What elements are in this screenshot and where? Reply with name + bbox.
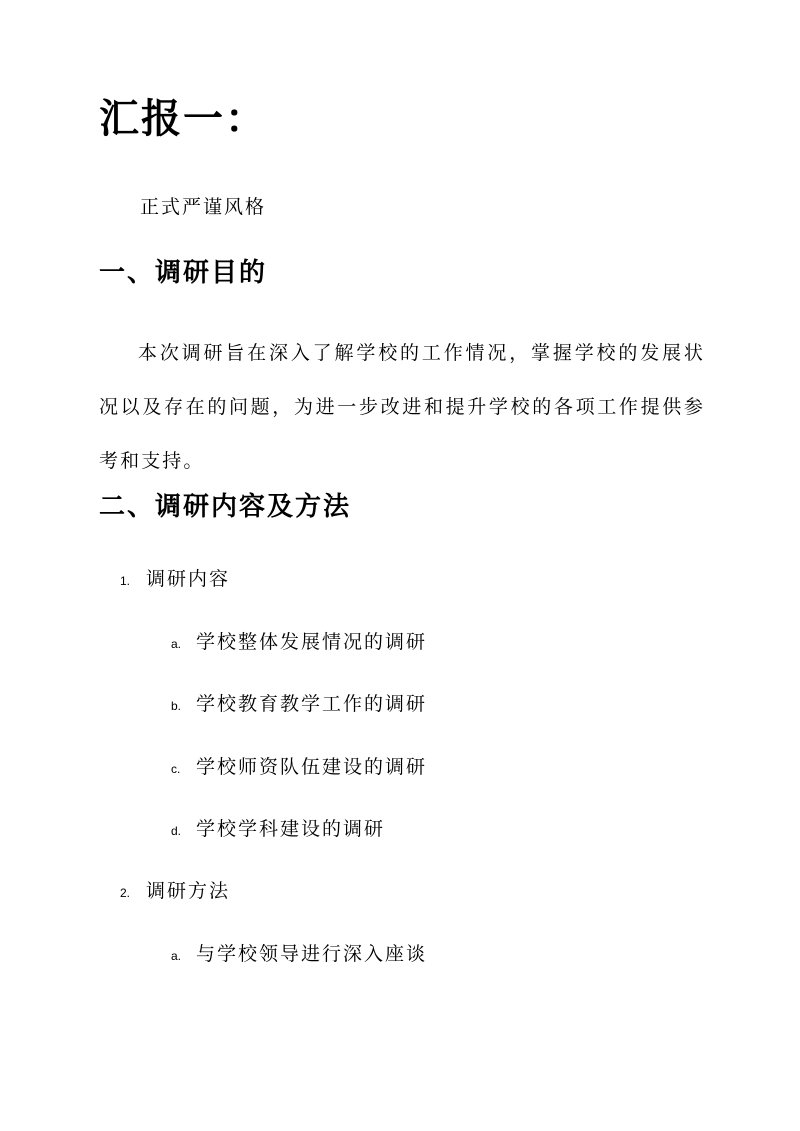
list-item-method: 调研方法 bbox=[146, 880, 231, 902]
section-heading-purpose: 一、调研目的 bbox=[99, 258, 268, 288]
sublist-item-text: 学校教育教学工作的调研 bbox=[196, 693, 428, 715]
sublist-item-text: 与学校领导进行深入座谈 bbox=[196, 943, 428, 965]
sublist-item-letter: a. bbox=[171, 949, 182, 963]
list-item-content: 调研内容 bbox=[146, 568, 231, 590]
sublist-item-letter: c. bbox=[171, 762, 181, 776]
sublist-item-text: 学校师资队伍建设的调研 bbox=[196, 756, 428, 778]
section-paragraph-purpose: 本次调研旨在深入了解学校的工作情况，掌握学校的发展状况以及存在的问题，为进一步改进和提升学校的各项工作提供参考和支持。 bbox=[99, 342, 705, 472]
section-heading-content-method: 二、调研内容及方法 bbox=[99, 492, 352, 522]
sublist-item-letter: a. bbox=[171, 637, 182, 651]
list-item-number: 2. bbox=[120, 886, 131, 900]
document-title: 汇报一： bbox=[99, 95, 267, 142]
document-subtitle: 正式严谨风格 bbox=[140, 196, 267, 218]
sublist-item-letter: b. bbox=[171, 699, 182, 713]
sublist-item-letter: d. bbox=[171, 824, 182, 838]
sublist-item-text: 学校学科建设的调研 bbox=[196, 818, 386, 840]
sublist-item-text: 学校整体发展情况的调研 bbox=[196, 631, 428, 653]
list-item-number: 1. bbox=[120, 574, 131, 588]
